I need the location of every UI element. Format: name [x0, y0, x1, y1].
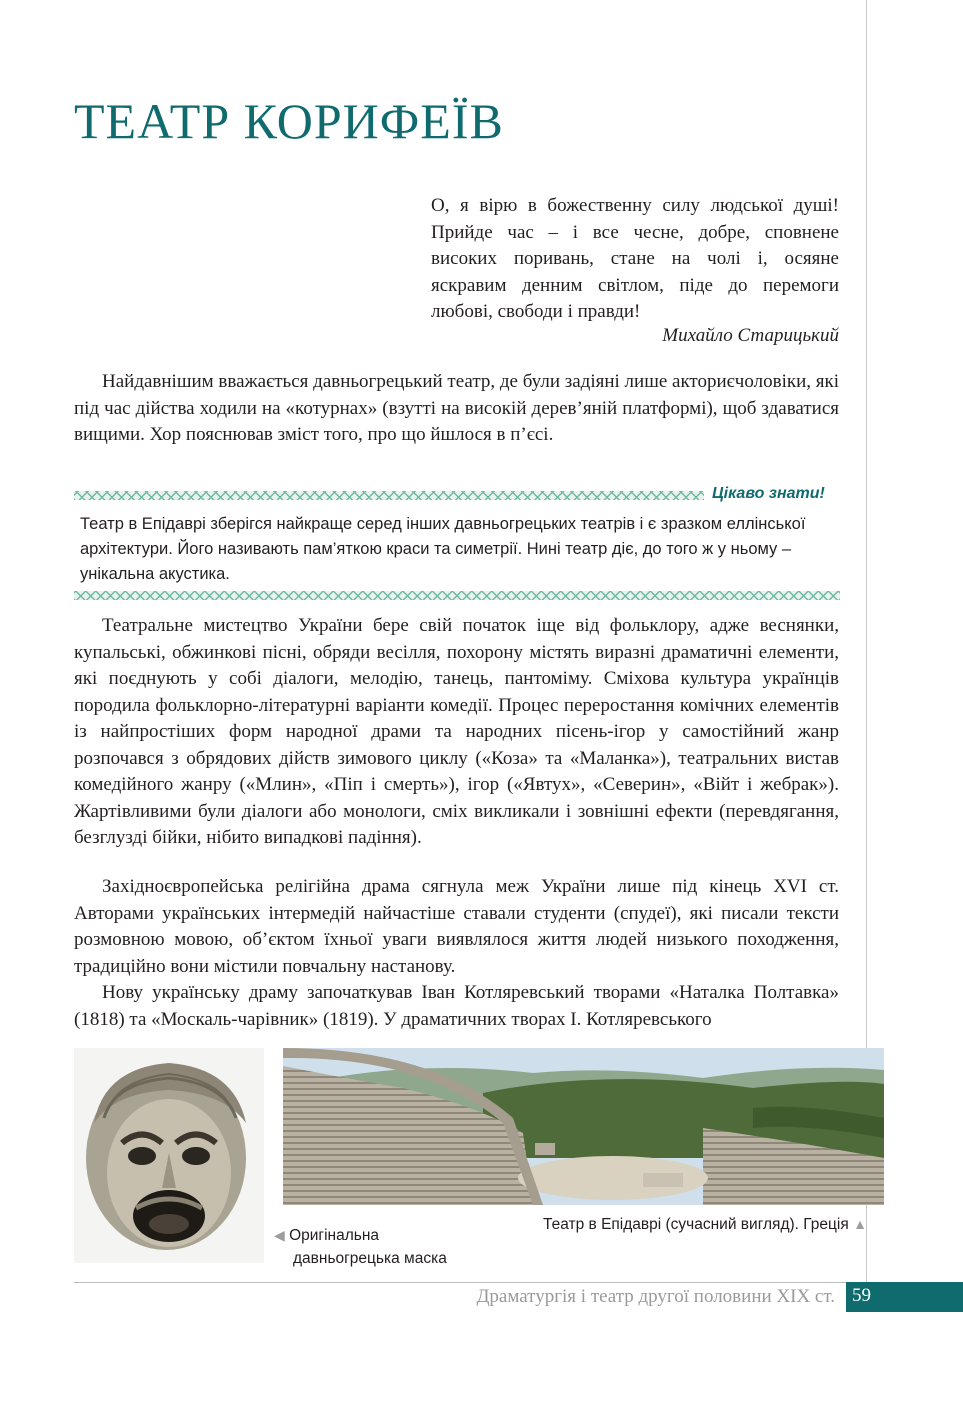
page-title: ТЕАТР КОРИФЕЇВ	[74, 93, 504, 149]
page-number: 59	[852, 1285, 871, 1306]
ancient-mask-image	[74, 1048, 264, 1263]
mask-caption-line1: Оригінальна	[289, 1227, 380, 1244]
triangle-up-icon: ▲	[853, 1216, 867, 1232]
epidaurus-theatre-image	[283, 1048, 884, 1205]
theatre-caption-text: Театр в Епідаврі (сучасний вигляд). Греція	[543, 1216, 849, 1233]
epigraph-author: Михайло Старицький	[662, 325, 839, 346]
paragraph-ancient-theatre: Найдавнішим вважається давньогрецький театр, де були задіяні лише акториєчоловіки, які під час дійства ходили на «котурнах» (взутті на високій дерев’яній платформі), щоб здаватися вищими. Хор пояснював зміст того, про що йшлося в п’єсі.	[74, 371, 839, 445]
theatre-caption	[543, 1213, 867, 1236]
ornament-band-bottom	[74, 591, 840, 600]
mask-caption	[274, 1224, 447, 1270]
footer-rule	[74, 1282, 864, 1283]
triangle-left-icon: ◀	[274, 1227, 285, 1243]
paragraph-religious-drama: Західноєвропейська релігійна драма сягнула меж України лише під кінець XVI ст. Авторами українських інтермедій найчастіше ставали студенти (спудеї), які писали тексти розмовною мовою, об’єктом їхньої уваги виявлялося життя людей низького походження, традиційно вони містили повчальну настанову.	[74, 876, 839, 977]
mask-caption-line2: давньогрецька маска	[293, 1250, 447, 1267]
paragraph-folk-theatre: Театральне мистецтво України бере свій початок іще від фольклору, адже веснянки, купальські, обжинкові пісні, обряди весілля, похорону містять виразні драматичні елементи, які поєднують у собі діалоги, мелодію, танець, пантоміму. Сміхова культура українців породила фольклорно-літературні варіанти комедії. Процес переростання комічних елементів із найпростіших форм народної драми та народних пісень-ігор у самостійний жанр розпочався з обрядових дійств зимового циклу («Коза» та «Маланка»), театральних вистав комедійного жанру («Млин», «Піп і смерть»), ігор («Явтух», «Северин», «Війт і жебрак»). Жартівливими були діалоги або монологи, сміх викликали і зовнішні ефекти (перевдягання, безглузді бійки, нібито випадкові падіння).	[74, 615, 839, 848]
paragraph-kotliarevsky: Нову українську драму започаткував Іван Котляревський творами «Наталка Полтавка» (1818) та «Москаль-чарівник» (1819). У драматичних творах І. Котляревського	[74, 982, 839, 1030]
fact-label: Цікаво знати!	[712, 485, 825, 502]
fact-text: Театр в Епідаврі зберігся найкраще серед інших давньогрецьких театрів і є зразком еллінської архітектури. Його називають пам’яткою краси та симетрії. Нині театр діє, до того ж у ньому – унікальна акустика.	[80, 515, 806, 583]
epigraph-text: О, я вірю в божественну силу людської душі! Прийде час – і все чесне, добре, сповнене високих поривань, стане на чолі і, осяяне яскравим денним світлом, піде до перемоги любові, свободи і правди!	[431, 195, 839, 322]
ornament-band-top	[74, 491, 704, 500]
footer-section-title: Драматургія і театр другої половини XIX ст.	[476, 1286, 835, 1307]
page-number-box	[846, 1282, 963, 1312]
